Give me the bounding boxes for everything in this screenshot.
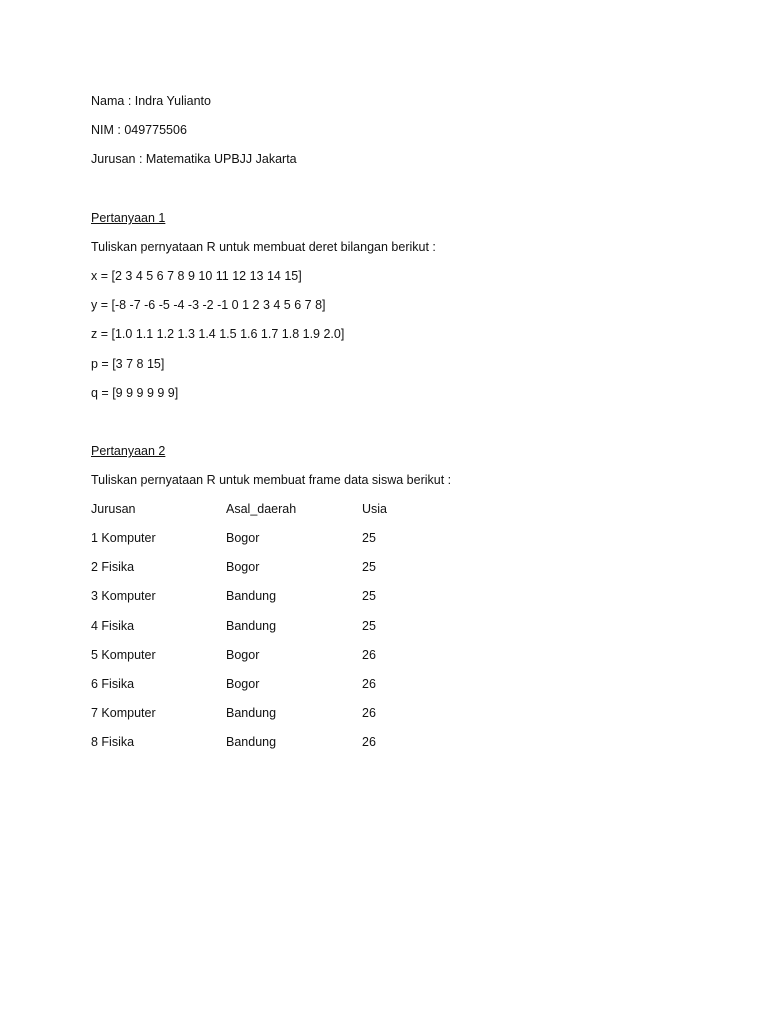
table-cell-usia: 25 (362, 560, 376, 574)
table-cell-jurusan: 5 Komputer (91, 648, 156, 662)
sequence-z: z = [1.0 1.1 1.2 1.3 1.4 1.5 1.6 1.7 1.8 1.9 2.0] (91, 327, 345, 341)
table-cell-usia: 25 (362, 589, 376, 603)
table-cell-jurusan: 2 Fisika (91, 560, 135, 574)
student-major: Jurusan : Matematika UPBJJ Jakarta (91, 152, 297, 166)
table-cell-asal-daerah: Bandung (226, 706, 277, 720)
table-header-asal-daerah: Asal_daerah (226, 502, 297, 516)
table-cell-usia: 25 (362, 531, 376, 545)
table-cell-usia: 26 (362, 735, 376, 749)
sequence-p: p = [3 7 8 15] (91, 357, 165, 371)
table-header-usia: Usia (362, 502, 388, 516)
table-cell-asal-daerah: Bogor (226, 648, 260, 662)
table-cell-jurusan: 6 Fisika (91, 677, 135, 691)
table-cell-usia: 26 (362, 677, 376, 691)
table-cell-usia: 26 (362, 648, 376, 662)
question-2-prompt: Tuliskan pernyataan R untuk membuat frame data siswa berikut : (91, 473, 452, 487)
question-1-prompt: Tuliskan pernyataan R untuk membuat deret bilangan berikut : (91, 240, 436, 254)
table-cell-usia: 26 (362, 706, 376, 720)
table-cell-usia: 25 (362, 619, 376, 633)
table-cell-jurusan: 7 Komputer (91, 706, 156, 720)
table-cell-asal-daerah: Bogor (226, 677, 260, 691)
table-cell-asal-daerah: Bandung (226, 589, 277, 603)
question-1-heading: Pertanyaan 1 (91, 211, 166, 225)
student-nim: NIM : 049775506 (91, 123, 187, 137)
sequence-x: x = [2 3 4 5 6 7 8 9 10 11 12 13 14 15] (91, 269, 302, 283)
table-cell-jurusan: 3 Komputer (91, 589, 156, 603)
table-cell-asal-daerah: Bogor (226, 560, 260, 574)
table-cell-jurusan: 8 Fisika (91, 735, 135, 749)
table-header-jurusan: Jurusan (91, 502, 136, 516)
student-name: Nama : Indra Yulianto (91, 94, 211, 108)
question-2-heading: Pertanyaan 2 (91, 444, 166, 458)
table-cell-asal-daerah: Bandung (226, 735, 277, 749)
table-cell-asal-daerah: Bandung (226, 619, 277, 633)
sequence-y: y = [-8 -7 -6 -5 -4 -3 -2 -1 0 1 2 3 4 5 6 7 8] (91, 298, 326, 312)
table-cell-jurusan: 1 Komputer (91, 531, 156, 545)
table-cell-asal-daerah: Bogor (226, 531, 260, 545)
sequence-q: q = [9 9 9 9 9 9] (91, 386, 179, 400)
table-cell-jurusan: 4 Fisika (91, 619, 135, 633)
